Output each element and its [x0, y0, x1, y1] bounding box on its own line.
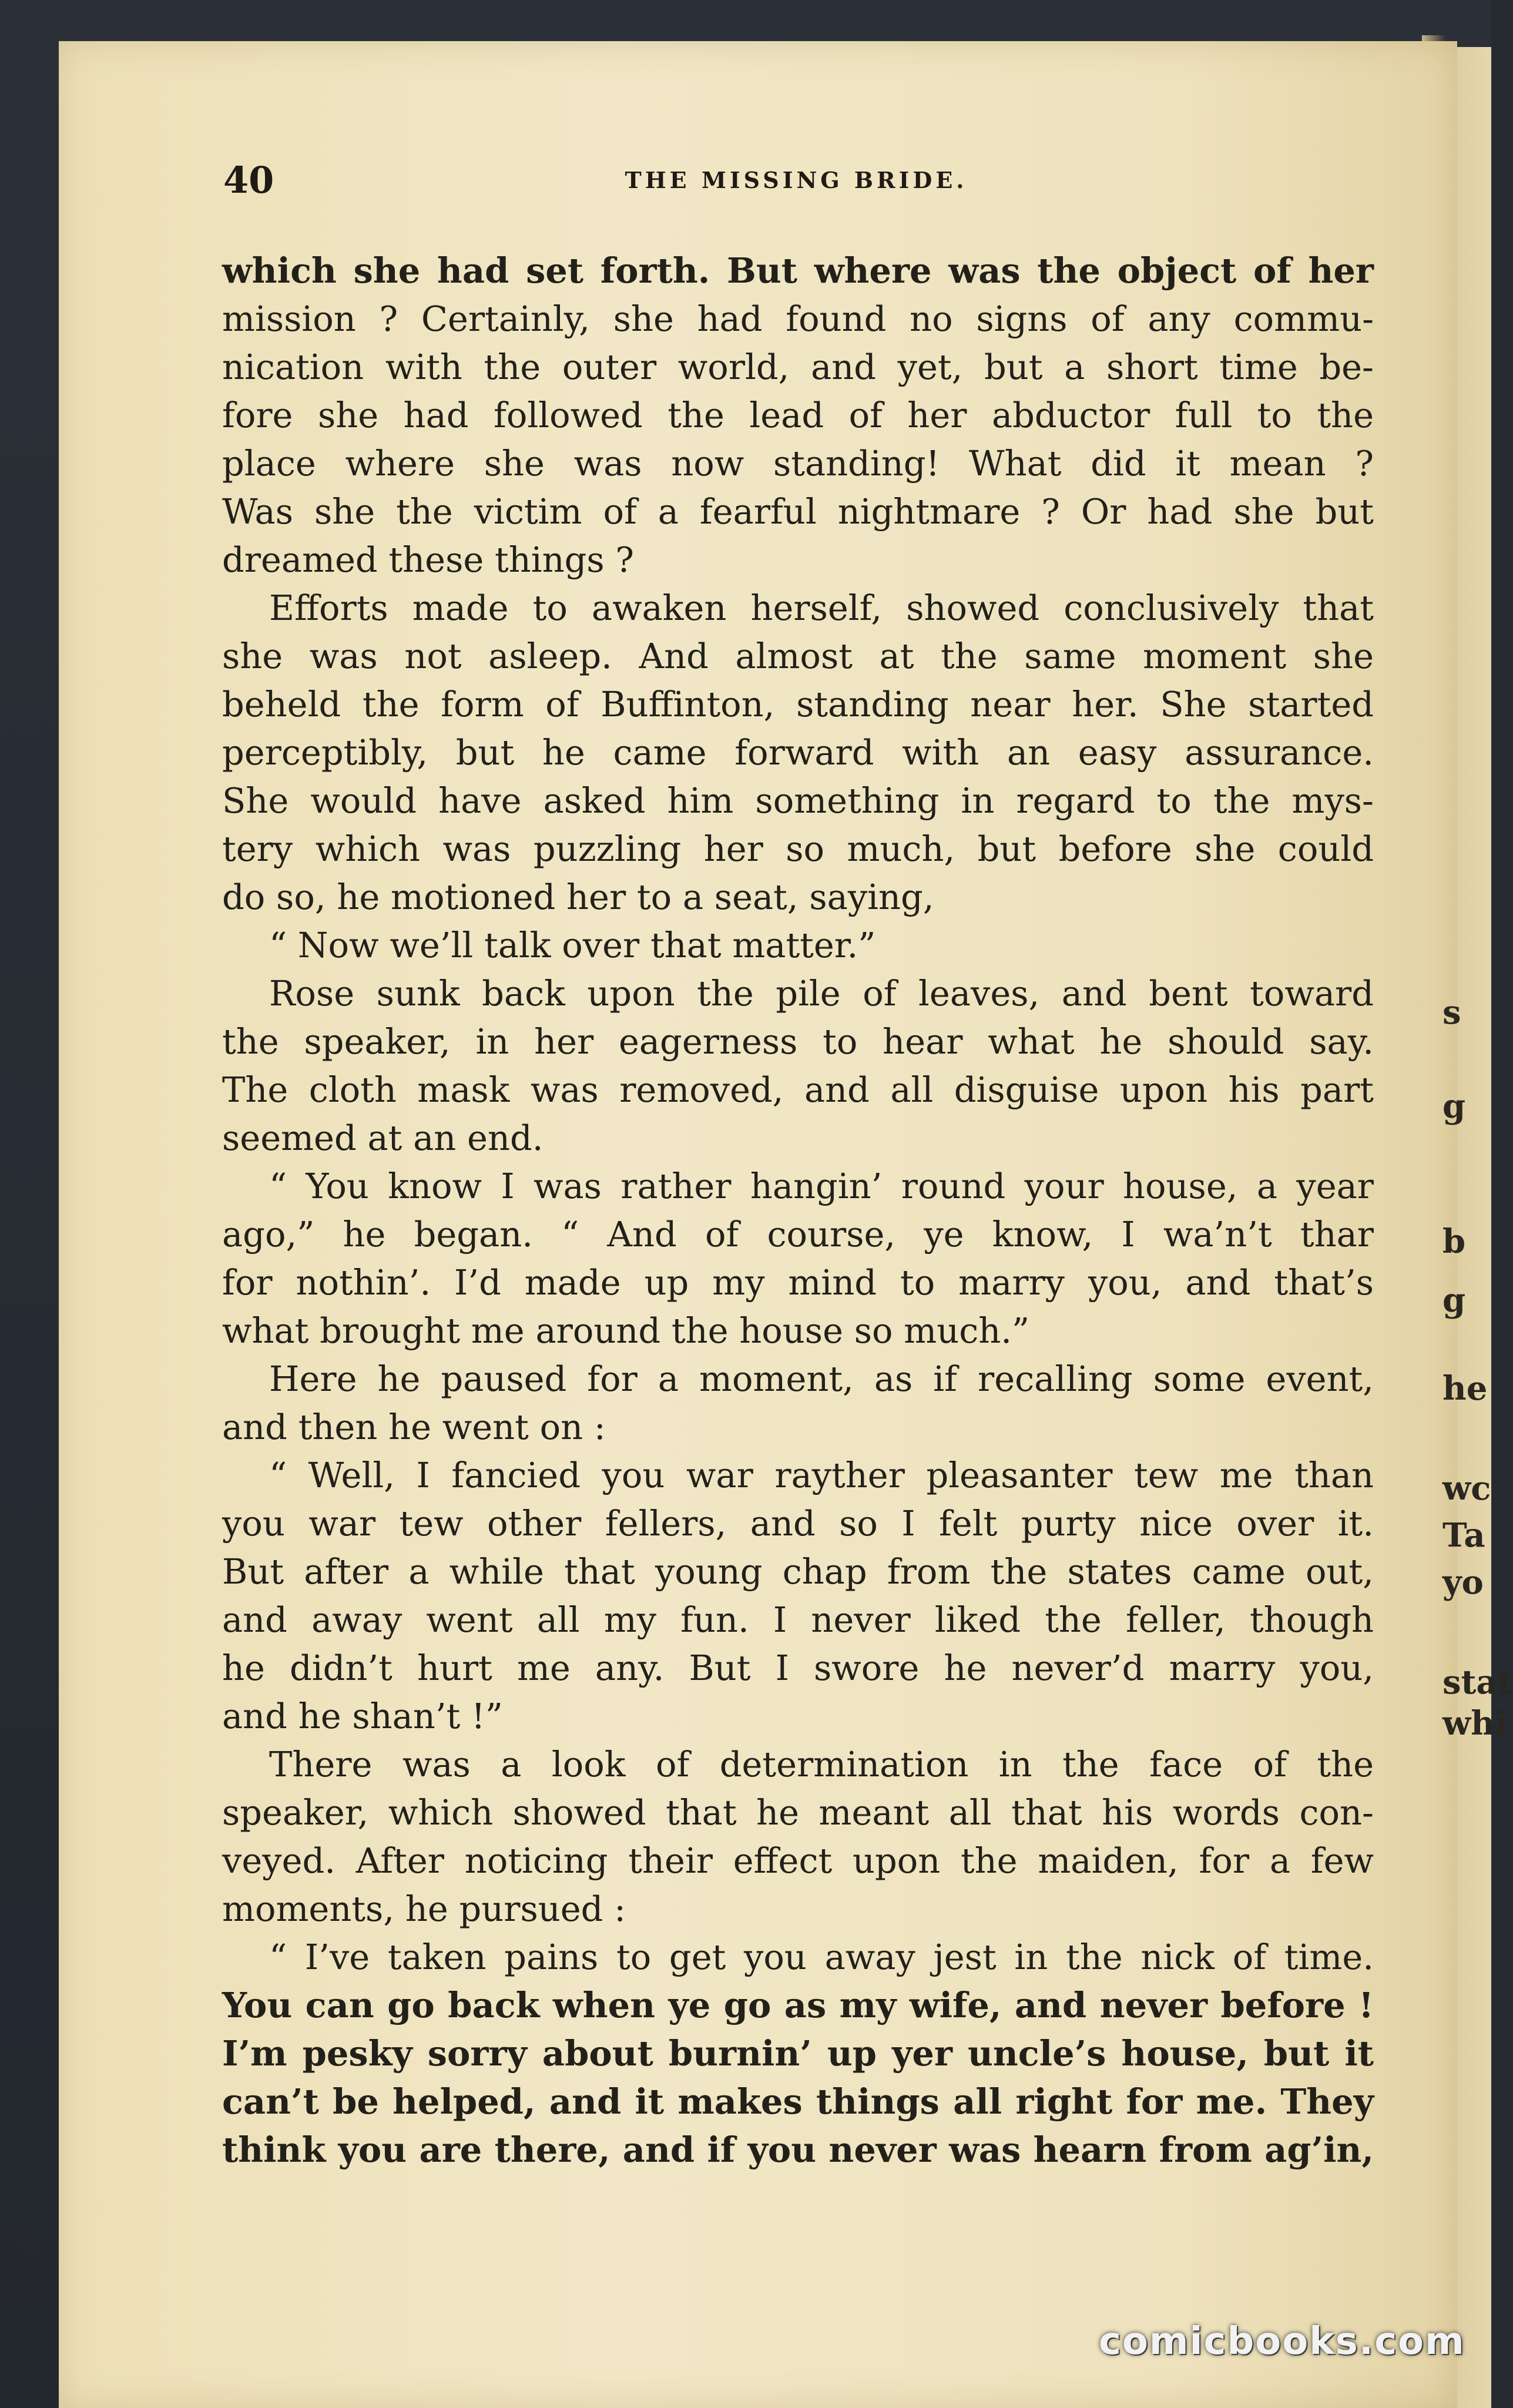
text-line: for nothin’. I’d made up my mind to marry you, and that’s: [222, 1262, 1374, 1303]
adjacent-page-fragment: yo: [1442, 1563, 1484, 1602]
text-line: place where she was now standing! What did it mean ?: [222, 443, 1374, 484]
text-line: what brought me around the house so much.”: [222, 1310, 1030, 1351]
text-line: the speaker, in her eagerness to hear what he should say.: [222, 1021, 1374, 1062]
text-line: which she had set forth. But where was the object of her: [222, 250, 1374, 291]
text-line: moments, he pursued :: [222, 1889, 626, 1929]
running-title: THE MISSING BRIDE.: [625, 167, 968, 193]
text-line: beheld the form of Buffinton, standing near her. She started: [222, 684, 1374, 725]
adjacent-page-fragment: g: [1442, 1087, 1466, 1126]
text-line: you war tew other fellers, and so I felt purty nice over it.: [222, 1503, 1374, 1544]
watermark: comicbooks.com: [1099, 2320, 1465, 2363]
adjacent-page-fragment: b: [1442, 1222, 1466, 1261]
text-line: Was she the victim of a fearful nightmare ? Or had she but: [222, 491, 1374, 532]
text-line: She would have asked him something in regard to the mys-: [222, 780, 1374, 821]
text-line: mission ? Certainly, she had found no signs of any commu-: [222, 299, 1374, 339]
adjacent-page-fragment: Ta: [1442, 1516, 1485, 1555]
page-header: [223, 159, 1369, 200]
text-line: But after a while that young chap from the states came out,: [222, 1551, 1374, 1592]
text-line: and he shan’t !”: [222, 1696, 503, 1736]
text-line: dreamed these things ?: [222, 539, 635, 580]
text-line: There was a look of determination in the face of the: [269, 1744, 1374, 1785]
adjacent-page-fragment: he: [1442, 1369, 1488, 1408]
text-line: “ You know I was rather hangin’ round your house, a year: [269, 1166, 1374, 1206]
text-line: Rose sunk back upon the pile of leaves, and bent toward: [269, 973, 1374, 1014]
text-line: fore she had followed the lead of her abductor full to the: [222, 395, 1374, 435]
body-text: [222, 247, 1374, 2174]
text-line: I’m pesky sorry about burnin’ up yer uncle’s house, but it: [222, 2033, 1374, 2074]
text-line: tery which was puzzling her so much, but before she could: [222, 829, 1374, 869]
adjacent-page-fragment: wc: [1442, 1469, 1491, 1508]
text-line: Here he paused for a moment, as if recalling some event,: [269, 1359, 1374, 1399]
adjacent-page-fragment: g: [1442, 1281, 1466, 1320]
text-line: ago,” he began. “ And of course, ye know, I wa’n’t thar: [222, 1214, 1374, 1255]
text-line: Efforts made to awaken herself, showed conclusively that: [269, 588, 1374, 628]
text-line: he didn’t hurt me any. But I swore he never’d marry you,: [222, 1648, 1374, 1688]
page-number: 40: [223, 159, 274, 202]
text-line: “ I’ve taken pains to get you away jest in the nick of time.: [269, 1937, 1374, 1977]
text-line: “ Well, I fancied you war rayther pleasanter tew me than: [269, 1455, 1374, 1495]
text-line: and then he went on :: [222, 1407, 606, 1447]
text-line: seemed at an end.: [222, 1118, 544, 1158]
text-line: she was not asleep. And almost at the same moment she: [222, 636, 1374, 676]
text-line: and away went all my fun. I never liked the feller, though: [222, 1599, 1374, 1640]
text-line: You can go back when ye go as my wife, and never before !: [222, 1985, 1374, 2025]
text-line: perceptibly, but he came forward with an easy assurance.: [222, 732, 1374, 773]
text-line: The cloth mask was removed, and all disguise upon his part: [222, 1069, 1374, 1110]
adjacent-page-fragment: stat: [1442, 1663, 1513, 1702]
text-line: do so, he motioned her to a seat, saying,: [222, 877, 934, 917]
adjacent-page-fragment: s: [1442, 993, 1461, 1032]
adjacent-page-fragment: whi: [1442, 1704, 1508, 1743]
text-line: speaker, which showed that he meant all that his words con-: [222, 1792, 1374, 1833]
text-line: think you are there, and if you never was hearn from ag’in,: [222, 2129, 1374, 2170]
text-line: nication with the outer world, and yet, but a short time be-: [222, 347, 1374, 387]
text-line: “ Now we’ll talk over that matter.”: [269, 925, 876, 965]
text-line: can’t be helped, and it makes things all right for me. They: [222, 2081, 1374, 2122]
text-line: veyed. After noticing their effect upon the maiden, for a few: [222, 1840, 1374, 1881]
